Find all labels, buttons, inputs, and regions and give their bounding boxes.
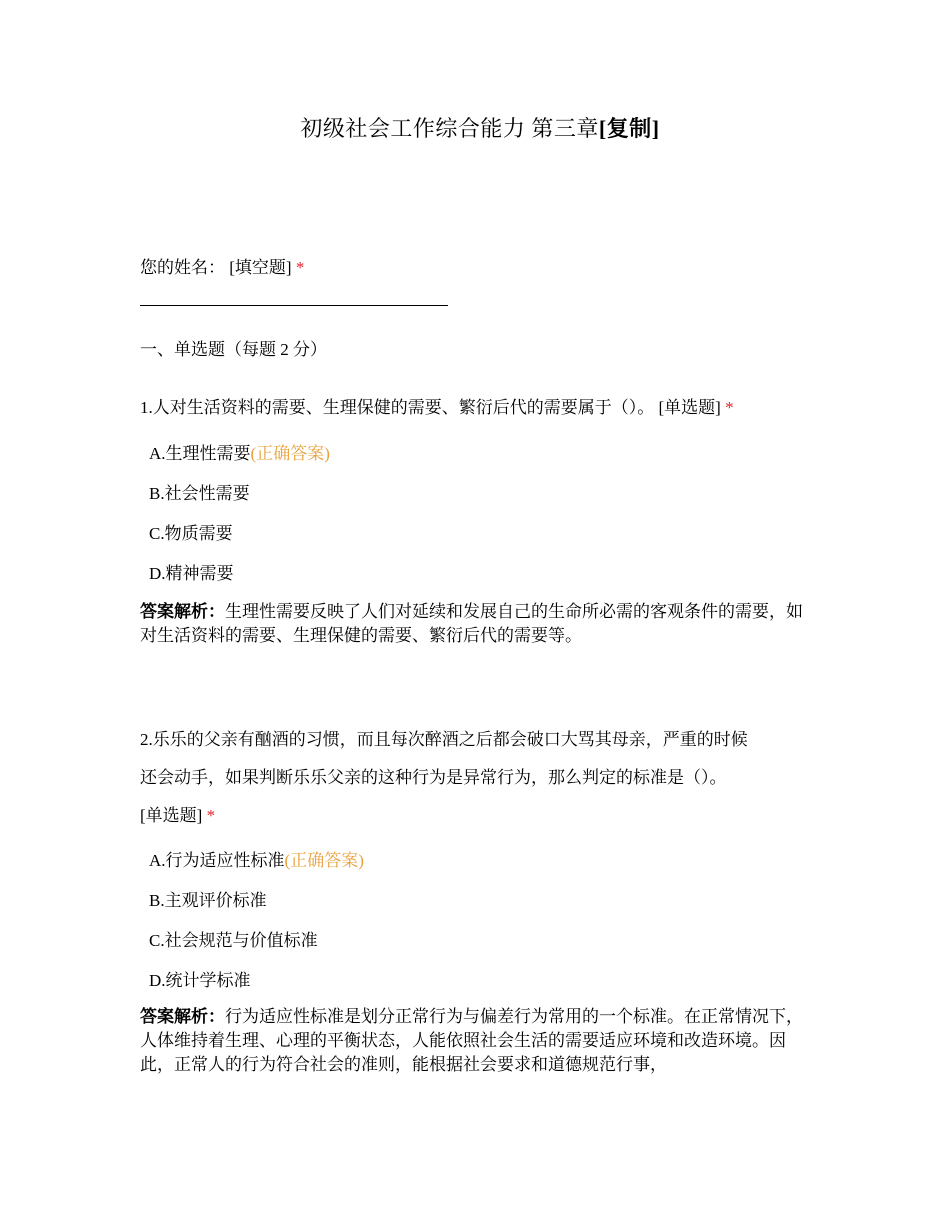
correct-answer-tag: (正确答案) bbox=[250, 444, 330, 463]
analysis-label: 答案解析： bbox=[140, 602, 225, 621]
name-question-type: [填空题] bbox=[229, 258, 292, 277]
required-marker: * bbox=[206, 806, 216, 825]
question-2-line-1: 2.乐乐的父亲有酗酒的习惯，而且每次醉酒之后都会破口大骂其母亲，严重的时候 bbox=[140, 730, 748, 749]
analysis-text: 生理性需要反映了人们对延续和发展自己的生命所必需的客观条件的需要，如对生活资料的需要、生理保健的需要、繁衍后代的需要等。 bbox=[140, 602, 803, 645]
name-question-label: 您的姓名： bbox=[140, 258, 225, 277]
q1-option-c[interactable] bbox=[149, 519, 233, 544]
question-1 bbox=[140, 393, 734, 418]
option-label: B.主观评价标准 bbox=[149, 891, 267, 910]
name-answer-field[interactable] bbox=[140, 305, 448, 306]
q2-option-c[interactable] bbox=[149, 926, 318, 951]
option-label: C.社会规范与价值标准 bbox=[149, 931, 318, 950]
question-2-line-2: 还会动手，如果判断乐乐父亲的这种行为是异常行为，那么判定的标准是（）。 bbox=[140, 768, 727, 787]
section-heading: 一、单选题（每题 2 分） bbox=[140, 340, 327, 359]
q2-option-a[interactable] bbox=[149, 846, 364, 871]
correct-answer-tag: (正确答案) bbox=[284, 851, 364, 870]
q1-option-b[interactable] bbox=[149, 479, 250, 504]
required-marker: * bbox=[295, 258, 305, 277]
q1-option-a[interactable] bbox=[149, 439, 330, 464]
page-title bbox=[140, 112, 820, 143]
q1-option-d[interactable] bbox=[149, 559, 234, 584]
q1-analysis bbox=[140, 600, 816, 648]
title-main: 初级社会工作综合能力 第三章 bbox=[300, 116, 599, 141]
question-2-type-row bbox=[140, 801, 215, 826]
question-2-type: [单选题] bbox=[140, 806, 203, 825]
option-label: A.行为适应性标准 bbox=[149, 851, 285, 870]
option-label: B.社会性需要 bbox=[149, 484, 250, 503]
option-label: D.统计学标准 bbox=[149, 971, 251, 990]
title-suffix: [复制] bbox=[598, 116, 660, 141]
q2-option-b[interactable] bbox=[149, 886, 267, 911]
question-1-text: 1.人对生活资料的需要、生理保健的需要、繁衍后代的需要属于（）。 bbox=[140, 398, 655, 417]
required-marker: * bbox=[725, 398, 734, 417]
option-label: A.生理性需要 bbox=[149, 444, 251, 463]
q2-option-d[interactable] bbox=[149, 966, 251, 991]
name-question bbox=[140, 253, 304, 278]
question-1-type: [单选题] bbox=[658, 398, 721, 417]
option-label: D.精神需要 bbox=[149, 564, 234, 583]
analysis-label: 答案解析： bbox=[140, 1007, 225, 1026]
q2-analysis bbox=[140, 1005, 816, 1077]
option-label: C.物质需要 bbox=[149, 524, 233, 543]
analysis-text: 行为适应性标准是划分正常行为与偏差行为常用的一个标准。在正常情况下，人体维持着生理、心理的平衡状态，人能依照社会生活的需要适应环境和改造环境。因此，正常人的行为符合社会的准则，能根据社会要求和道德规范行事， bbox=[140, 1007, 803, 1074]
